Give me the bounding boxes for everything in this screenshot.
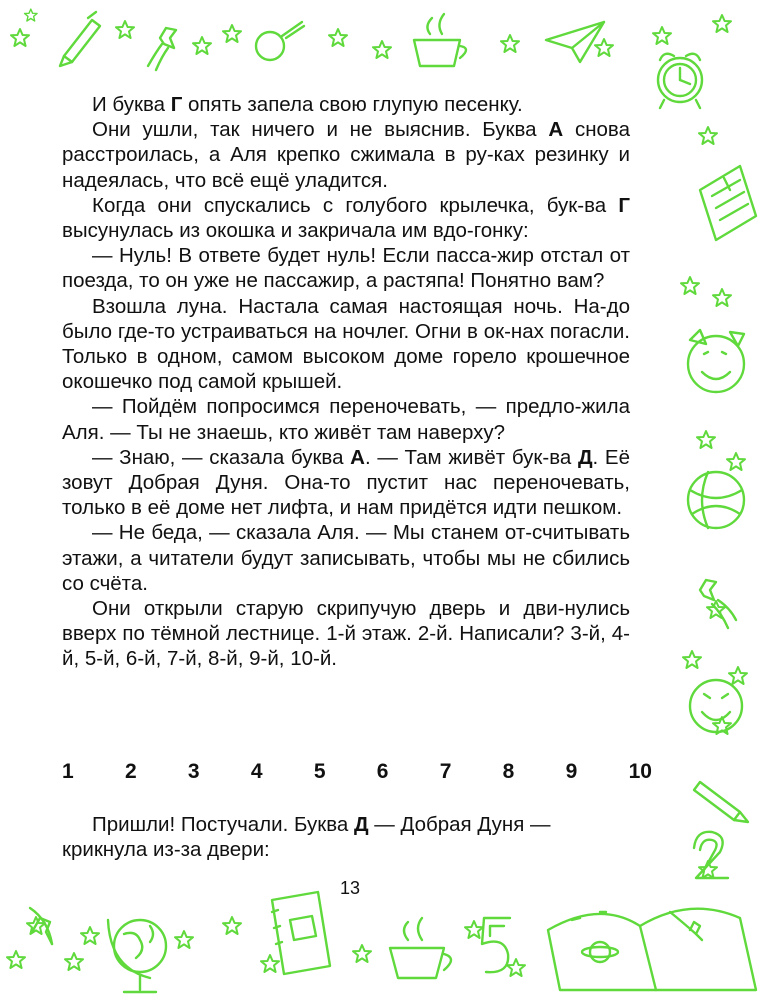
paragraph: И буква Г опять запела свою глупую песенку. [92, 93, 523, 116]
globe-icon [108, 920, 166, 992]
star-icon [595, 39, 613, 56]
bold-letter: Г [618, 193, 630, 217]
star-icon [465, 921, 483, 938]
bold-letter: Г [170, 93, 183, 116]
floor-number: 1 [62, 760, 74, 783]
star-icon [713, 289, 731, 306]
coffee-cup-icon [414, 14, 466, 66]
star-icon [683, 651, 701, 668]
star-icon [7, 951, 25, 968]
star-icon [223, 25, 241, 42]
star-icon [501, 35, 519, 52]
star-icon [373, 41, 391, 58]
coffee-cup-icon [390, 918, 451, 978]
star-icon [699, 127, 717, 144]
star-icon [353, 945, 371, 962]
star-icon [713, 15, 731, 32]
star-icon [11, 29, 29, 46]
paragraph: — Пойдём попросимся переночевать, — предло-жила Аля. — Ты не знаешь, кто живёт там наверху? [62, 395, 630, 444]
paragraph: — Знаю, — сказала буква А. — Там живёт бук-ва Д. Её зовут Добрая Дуня. Она-то пустит нас переночевать, только в её доме нет лифта, и нам придётся идти пешком. [62, 445, 630, 520]
bold-letter: Д [353, 813, 369, 836]
paragraph: Они ушли, так ничего и не выяснив. Буква А снова расстроилась, а Аля крепко сжимала в ру-ках резинку и надеялась, что всё ещё уладится. [62, 118, 630, 192]
pen-icon [60, 12, 100, 66]
star-icon [729, 667, 747, 684]
paragraph: Пришли! Постучали. Буква Д — Добрая Дуня — крикнула из-за двери: [62, 813, 551, 862]
star-icon [116, 21, 134, 38]
pen-icon [694, 782, 748, 822]
floor-number: 7 [439, 760, 452, 783]
bold-letter: Д [577, 445, 593, 469]
open-book-icon [548, 909, 756, 990]
floor-number: 9 [565, 760, 578, 783]
bold-letter: А [350, 445, 365, 469]
note-icon [700, 166, 756, 240]
floor-number: 5 [313, 760, 326, 783]
number-5-icon [482, 918, 510, 972]
closing-text [62, 812, 630, 862]
star-icon [81, 927, 99, 944]
star-icon [193, 37, 211, 54]
floor-number: 6 [376, 760, 389, 783]
paragraph: — Не беда, — сказала Аля. — Мы станем от-считывать этажи, а читатели будут записывать, чтобы мы не сбились со счёта. [62, 521, 630, 595]
star-icon [697, 431, 715, 448]
paragraph: Когда они спускались с голубого крылечка, бук-ва Г высунулась из окошка и закричала им вдо-гонку: [62, 193, 630, 243]
floor-number: 3 [187, 760, 200, 783]
ball-icon [688, 472, 744, 528]
notebook-icon [272, 892, 330, 974]
star-icon [261, 955, 279, 972]
star-icon [329, 29, 347, 46]
star-icon [223, 917, 241, 934]
shooting-star-icon [148, 28, 176, 70]
star-icon [681, 277, 699, 294]
floor-numbers-row [62, 760, 652, 784]
magnifier-icon [256, 22, 304, 60]
floor-number: 4 [250, 760, 263, 783]
smiley-face-icon [688, 330, 744, 392]
floor-number: 10 [628, 760, 652, 783]
story-text [62, 92, 630, 672]
floor-number: 8 [502, 760, 515, 783]
paper-plane-icon [546, 22, 604, 62]
page-number: 13 [339, 878, 361, 898]
paragraph: Они открыли старую скрипучую дверь и дви-нулись вверх по тёмной лестнице. 1-й этаж. 2-й. Написали? 3-й, 4-й, 5-й, 6-й, 7-й, 8-й, 9-й, 10-й. [62, 597, 630, 671]
star-icon [25, 9, 38, 21]
star-icon [65, 953, 83, 970]
star-icon [727, 453, 745, 470]
bold-letter: А [548, 118, 564, 142]
star-icon [653, 27, 671, 44]
floor-number: 2 [124, 760, 137, 783]
star-icon [507, 959, 525, 976]
smiley-face-icon [690, 680, 742, 732]
alarm-clock-icon [658, 54, 702, 108]
star-icon [175, 931, 193, 948]
paragraph: Взошла луна. Настала самая настоящая ночь. На-до было где-то устраиваться на ночлег. Огни в ок-нах погасли. Только в одном, самом высоком доме горело крошечное окошечко под самой крышей. [62, 294, 630, 394]
number-2-icon [694, 832, 728, 878]
paragraph: — Нуль! В ответе будет нуль! Если пасса-жир отстал от поезда, то он уже не пассажир, а растяпа! Понятно вам? [62, 244, 630, 293]
